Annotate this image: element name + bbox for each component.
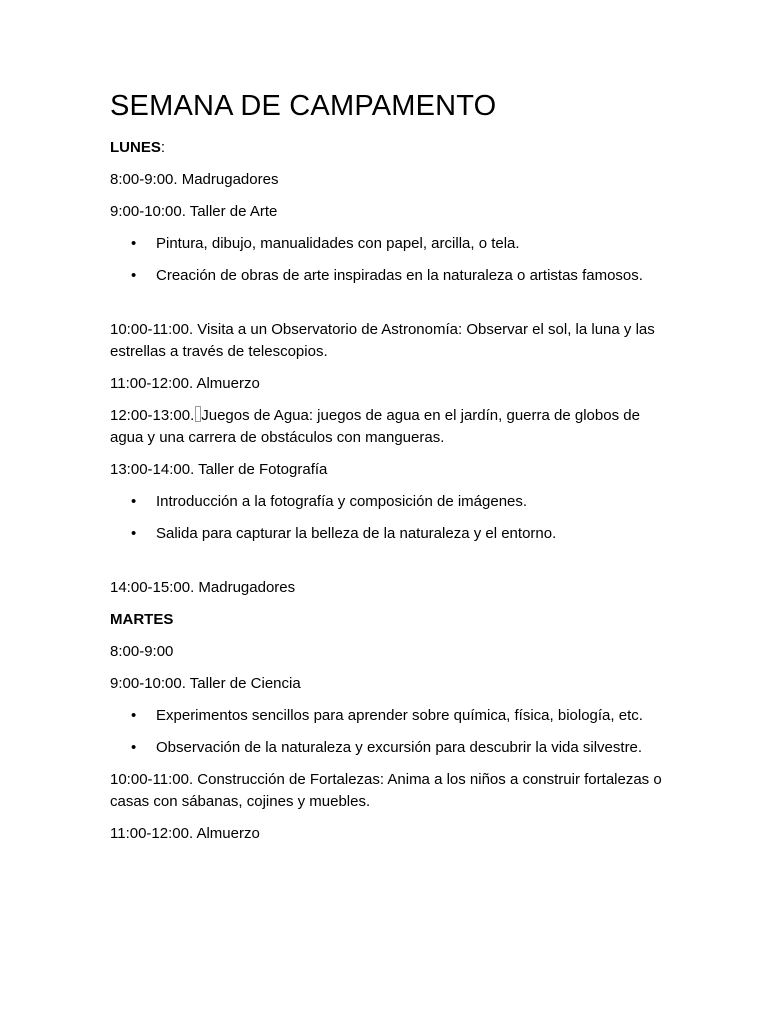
schedule-description: Juegos de Agua: juegos de agua en el jardín, guerra de globos de agua y una carrera de obstáculos con mangueras.	[110, 407, 640, 446]
schedule-item: 10:00-11:00. Visita a un Observatorio de Astronomía: Observar el sol, la luna y las estrellas a través de telescopios.	[110, 321, 655, 360]
bullet-item: • Introducción a la fotografía y composición de imágenes.	[110, 491, 668, 513]
blank-line	[110, 555, 668, 577]
schedule-item: 9:00-10:00. Taller de Arte	[110, 203, 278, 220]
schedule-item: 9:00-10:00. Taller de Ciencia	[110, 675, 301, 692]
bullet-item: • Experimentos sencillos para aprender sobre química, física, biología, etc.	[110, 705, 668, 727]
bullet-item: • Creación de obras de arte inspiradas en la naturaleza o artistas famosos.	[110, 265, 668, 287]
day-heading-monday	[110, 137, 668, 159]
schedule-item: 8:00-9:00. Madrugadores	[110, 171, 279, 188]
bullet-list	[110, 491, 668, 545]
day-heading-colon: :	[160, 139, 166, 156]
bullet-item: • Pintura, dibujo, manualidades con papel, arcilla, o tela.	[110, 233, 668, 255]
schedule-item: 11:00-12:00. Almuerzo	[110, 375, 260, 392]
bullet-list	[110, 233, 668, 287]
schedule-item: 8:00-9:00	[110, 643, 174, 660]
bullet-item: • Observación de la naturaleza y excursión para descubrir la vida silvestre.	[110, 737, 668, 759]
schedule-item: 13:00-14:00. Taller de Fotografía	[110, 461, 328, 478]
day-heading-tuesday: MARTES	[110, 611, 174, 628]
document-title: SEMANA DE CAMPAMENTO	[110, 90, 497, 122]
schedule-time: 12:00-13:00.	[110, 407, 195, 424]
schedule-item: 11:00-12:00. Almuerzo	[110, 825, 260, 842]
schedule-item: 14:00-15:00. Madrugadores	[110, 579, 296, 596]
bullet-item: • Salida para capturar la belleza de la naturaleza y el entorno.	[110, 523, 668, 545]
schedule-item	[110, 405, 668, 449]
day-heading-label: LUNES	[110, 139, 161, 156]
bullet-list	[110, 705, 668, 759]
schedule-item: 10:00-11:00. Construcción de Fortalezas: Anima a los niños a construir fortalezas o casas con sábanas, cojines y muebles.	[110, 771, 662, 810]
blank-line	[110, 297, 668, 319]
